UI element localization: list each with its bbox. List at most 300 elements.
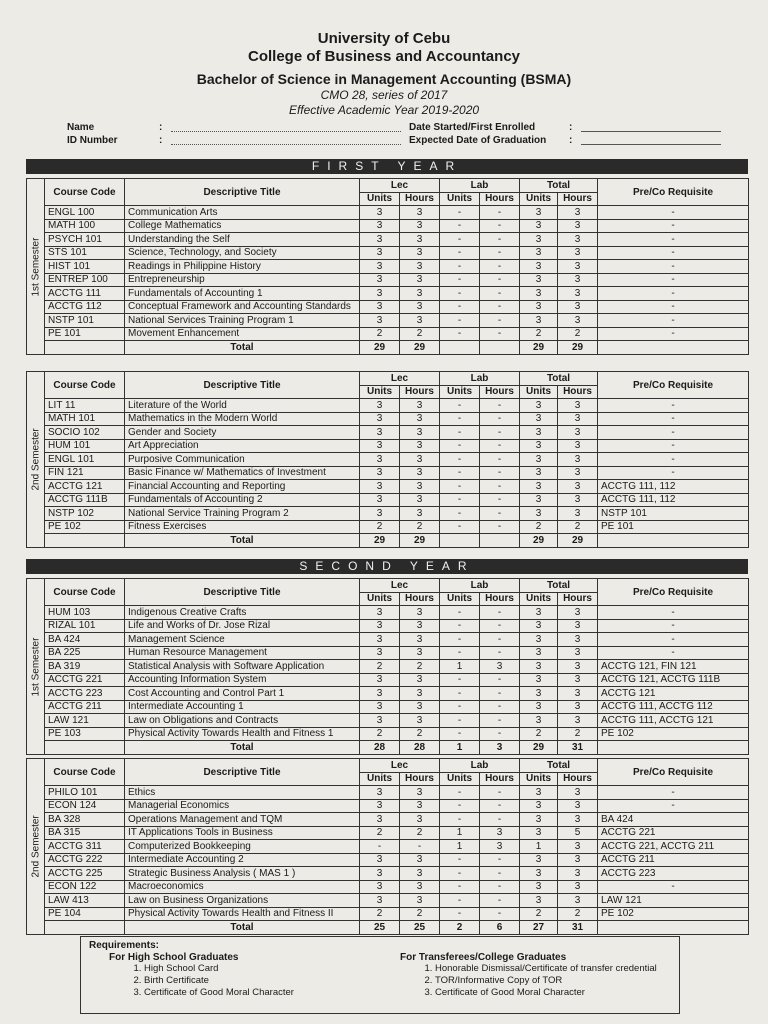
total-units: 3 [520, 700, 558, 714]
course-row [27, 273, 749, 287]
total-value: 31 [558, 921, 598, 935]
lab-hours: - [480, 260, 520, 274]
total-value [440, 341, 480, 355]
lab-hours: - [480, 287, 520, 301]
prerequisite: - [598, 273, 749, 287]
course-code: HUM 103 [45, 606, 125, 620]
lab-hours: - [480, 453, 520, 467]
course-code: ACCTG 223 [45, 687, 125, 701]
prereq-header: Pre/Co Requisite [598, 579, 749, 606]
lab-units: - [440, 907, 480, 921]
total-hours: 3 [558, 619, 598, 633]
lec-hours: 3 [400, 646, 440, 660]
total-hours: 3 [558, 233, 598, 247]
lec-units: 3 [360, 894, 400, 908]
lec-units: 3 [360, 633, 400, 647]
lec-hours: 3 [400, 426, 440, 440]
course-row [27, 799, 749, 813]
prerequisite: - [598, 206, 749, 220]
prerequisite: LAW 121 [598, 894, 749, 908]
lec-hours: 3 [400, 894, 440, 908]
hours-header: Hours [480, 772, 520, 786]
lec-hours: 2 [400, 826, 440, 840]
colon: : [569, 135, 573, 146]
course-row [27, 606, 749, 620]
course-code: BA 328 [45, 813, 125, 827]
total-value [440, 534, 480, 548]
course-title: Physical Activity Towards Health and Fitness II [125, 907, 360, 921]
lab-units: - [440, 867, 480, 881]
total-row [27, 534, 749, 548]
total-units: 3 [520, 273, 558, 287]
title-header: Descriptive Title [125, 759, 360, 786]
lab-units: - [440, 799, 480, 813]
hours-header: Hours [480, 592, 520, 606]
prerequisite: PE 102 [598, 907, 749, 921]
units-header: Units [440, 592, 480, 606]
total-label: Total [125, 741, 360, 755]
lec-units: 3 [360, 687, 400, 701]
course-title: Financial Accounting and Reporting [125, 480, 360, 494]
date-started-label: Date Started/First Enrolled [409, 122, 536, 133]
total-units: 3 [520, 314, 558, 328]
lec-hours: 3 [400, 786, 440, 800]
lab-units: - [440, 853, 480, 867]
name-label: Name [67, 122, 95, 133]
hours-header: Hours [480, 385, 520, 399]
lab-hours: - [480, 894, 520, 908]
total-header: Total [520, 179, 598, 193]
total-units: 3 [520, 493, 558, 507]
course-row [27, 786, 749, 800]
prerequisite: - [598, 633, 749, 647]
course-title: Statistical Analysis with Software Application [125, 660, 360, 674]
prerequisite: ACCTG 111, ACCTG 121 [598, 714, 749, 728]
blank-cell [598, 921, 749, 935]
lec-units: 3 [360, 246, 400, 260]
prereq-header: Pre/Co Requisite [598, 372, 749, 399]
prerequisite: PE 101 [598, 520, 749, 534]
course-title: Human Resource Management [125, 646, 360, 660]
course-title: Science, Technology, and Society [125, 246, 360, 260]
colon: : [159, 135, 163, 146]
total-units: 3 [520, 287, 558, 301]
lec-units: 3 [360, 300, 400, 314]
lab-header: Lab [440, 372, 520, 386]
total-value: 1 [440, 741, 480, 755]
total-units: 2 [520, 520, 558, 534]
prerequisite: ACCTG 121 [598, 687, 749, 701]
lab-units: - [440, 439, 480, 453]
lab-hours: - [480, 399, 520, 413]
lab-hours: - [480, 646, 520, 660]
lec-units: 2 [360, 907, 400, 921]
lec-hours: 3 [400, 507, 440, 521]
lec-units: 3 [360, 673, 400, 687]
total-hours: 3 [558, 480, 598, 494]
prerequisite: - [598, 327, 749, 341]
course-code: ENGL 101 [45, 453, 125, 467]
units-header: Units [520, 385, 558, 399]
prerequisite: ACCTG 111, ACCTG 112 [598, 700, 749, 714]
total-units: 3 [520, 714, 558, 728]
lab-units: - [440, 399, 480, 413]
total-units: 3 [520, 453, 558, 467]
lec-hours: - [400, 840, 440, 854]
total-hours: 3 [558, 314, 598, 328]
lec-units: 3 [360, 206, 400, 220]
total-hours: 2 [558, 520, 598, 534]
lec-hours: 3 [400, 260, 440, 274]
total-value [480, 341, 520, 355]
lab-units: - [440, 880, 480, 894]
course-code: PE 104 [45, 907, 125, 921]
semester-table [26, 178, 749, 355]
total-value: 29 [520, 741, 558, 755]
prerequisite: ACCTG 221 [598, 826, 749, 840]
lec-units: 3 [360, 606, 400, 620]
lab-units: - [440, 786, 480, 800]
course-row [27, 399, 749, 413]
lab-hours: - [480, 619, 520, 633]
lec-units: 3 [360, 493, 400, 507]
prerequisite: - [598, 219, 749, 233]
lec-units: 3 [360, 219, 400, 233]
units-header: Units [440, 385, 480, 399]
course-title: Readings in Philippine History [125, 260, 360, 274]
units-header: Units [520, 772, 558, 786]
lab-hours: - [480, 880, 520, 894]
lab-units: - [440, 619, 480, 633]
lec-hours: 3 [400, 813, 440, 827]
course-code-header: Course Code [45, 372, 125, 399]
total-value: 29 [360, 534, 400, 548]
colon: : [159, 122, 163, 133]
lec-hours: 3 [400, 273, 440, 287]
lec-hours: 3 [400, 619, 440, 633]
course-code: NSTP 102 [45, 507, 125, 521]
lab-units: - [440, 287, 480, 301]
total-label: Total [125, 534, 360, 548]
student-info [67, 121, 727, 147]
lec-hours: 3 [400, 412, 440, 426]
lec-units: 3 [360, 714, 400, 728]
course-code: HIST 101 [45, 260, 125, 274]
course-title: Communication Arts [125, 206, 360, 220]
course-code: BA 424 [45, 633, 125, 647]
course-code: BA 319 [45, 660, 125, 674]
lec-header: Lec [360, 179, 440, 193]
lab-units: - [440, 314, 480, 328]
lec-units: 2 [360, 520, 400, 534]
lec-hours: 3 [400, 493, 440, 507]
total-hours: 3 [558, 687, 598, 701]
prerequisite: - [598, 880, 749, 894]
prerequisite: ACCTG 121, ACCTG 111B [598, 673, 749, 687]
id-label: ID Number [67, 135, 118, 146]
total-label: Total [125, 921, 360, 935]
course-row [27, 287, 749, 301]
total-units: 3 [520, 412, 558, 426]
total-hours: 3 [558, 700, 598, 714]
total-row [27, 921, 749, 935]
lec-hours: 3 [400, 867, 440, 881]
course-row [27, 520, 749, 534]
course-row [27, 233, 749, 247]
lec-units: 3 [360, 867, 400, 881]
lec-hours: 3 [400, 439, 440, 453]
lab-units: 1 [440, 826, 480, 840]
total-units: 3 [520, 619, 558, 633]
total-value: 6 [480, 921, 520, 935]
course-row [27, 507, 749, 521]
course-code: FIN 121 [45, 466, 125, 480]
course-title: Law on Business Organizations [125, 894, 360, 908]
course-title: College Mathematics [125, 219, 360, 233]
prerequisite: - [598, 453, 749, 467]
lec-units: 3 [360, 646, 400, 660]
blank-cell [45, 741, 125, 755]
course-code: LAW 413 [45, 894, 125, 908]
total-units: 3 [520, 687, 558, 701]
lec-header: Lec [360, 579, 440, 593]
course-row [27, 412, 749, 426]
total-units: 3 [520, 853, 558, 867]
lec-header: Lec [360, 372, 440, 386]
units-header: Units [440, 772, 480, 786]
total-units: 3 [520, 606, 558, 620]
prerequisite: - [598, 799, 749, 813]
lec-hours: 3 [400, 799, 440, 813]
effective-year: Effective Academic Year 2019-2020 [288, 103, 480, 117]
transferee-requirements-title: For Transferees/College Graduates [400, 952, 567, 963]
hours-header: Hours [400, 592, 440, 606]
total-hours: 3 [558, 273, 598, 287]
course-title: Purposive Communication [125, 453, 360, 467]
lec-hours: 3 [400, 246, 440, 260]
blank-cell [45, 341, 125, 355]
total-units: 1 [520, 840, 558, 854]
course-title: Strategic Business Analysis ( MAS 1 ) [125, 867, 360, 881]
lab-units: - [440, 493, 480, 507]
total-hours: 3 [558, 894, 598, 908]
course-row [27, 619, 749, 633]
course-title: Life and Works of Dr. Jose Rizal [125, 619, 360, 633]
requirements-box [80, 936, 680, 1014]
course-code: LAW 121 [45, 714, 125, 728]
total-value: 29 [520, 341, 558, 355]
colon: : [569, 122, 573, 133]
lec-hours: 2 [400, 327, 440, 341]
total-units: 3 [520, 480, 558, 494]
total-hours: 3 [558, 813, 598, 827]
course-title: National Services Training Program 1 [125, 314, 360, 328]
prerequisite: - [598, 399, 749, 413]
requirement-item: 1. Honorable Dismissal/Certificate of transfer credential [435, 963, 671, 975]
course-code: ACCTG 112 [45, 300, 125, 314]
total-value: 29 [400, 341, 440, 355]
course-row [27, 907, 749, 921]
course-title: Managerial Economics [125, 799, 360, 813]
lec-units: 3 [360, 880, 400, 894]
lec-hours: 3 [400, 233, 440, 247]
prerequisite: - [598, 233, 749, 247]
lab-units: - [440, 687, 480, 701]
course-title: Computerized Bookkeeping [125, 840, 360, 854]
hs-requirements-title: For High School Graduates [109, 952, 239, 963]
course-row [27, 894, 749, 908]
blank-cell [598, 341, 749, 355]
college-name: College of Business and Accountancy [248, 48, 520, 65]
lec-units: 3 [360, 799, 400, 813]
total-units: 3 [520, 507, 558, 521]
total-hours: 3 [558, 633, 598, 647]
total-hours: 3 [558, 399, 598, 413]
lec-units: 3 [360, 700, 400, 714]
total-hours: 3 [558, 219, 598, 233]
lec-hours: 3 [400, 673, 440, 687]
lec-units: 3 [360, 233, 400, 247]
total-value: 27 [520, 921, 558, 935]
prerequisite: NSTP 101 [598, 507, 749, 521]
lab-units: - [440, 606, 480, 620]
course-code: ACCTG 111 [45, 287, 125, 301]
lab-units: 1 [440, 840, 480, 854]
blank-cell [598, 534, 749, 548]
course-row [27, 453, 749, 467]
course-row [27, 840, 749, 854]
course-row [27, 813, 749, 827]
lab-units: - [440, 273, 480, 287]
hours-header: Hours [558, 385, 598, 399]
lec-units: 3 [360, 466, 400, 480]
course-title: Fitness Exercises [125, 520, 360, 534]
lab-units: - [440, 426, 480, 440]
year-header: FIRST YEAR [26, 159, 748, 174]
total-header: Total [520, 579, 598, 593]
hours-header: Hours [558, 192, 598, 206]
course-title: Art Appreciation [125, 439, 360, 453]
lab-units: - [440, 453, 480, 467]
lab-units: - [440, 520, 480, 534]
prerequisite: PE 102 [598, 727, 749, 741]
course-row [27, 206, 749, 220]
course-row [27, 714, 749, 728]
total-units: 3 [520, 439, 558, 453]
course-title: Entrepreneurship [125, 273, 360, 287]
course-code-header: Course Code [45, 179, 125, 206]
lab-hours: - [480, 687, 520, 701]
total-units: 2 [520, 727, 558, 741]
id-field[interactable] [171, 136, 401, 145]
lab-hours: - [480, 439, 520, 453]
prerequisite: ACCTG 221, ACCTG 211 [598, 840, 749, 854]
lec-units: 3 [360, 260, 400, 274]
total-hours: 3 [558, 507, 598, 521]
lab-units: - [440, 260, 480, 274]
course-code: PE 101 [45, 327, 125, 341]
lab-units: - [440, 633, 480, 647]
lab-units: - [440, 507, 480, 521]
lec-hours: 3 [400, 880, 440, 894]
course-code: ACCTG 211 [45, 700, 125, 714]
prerequisite: ACCTG 223 [598, 867, 749, 881]
course-code: STS 101 [45, 246, 125, 260]
course-title: Intermediate Accounting 1 [125, 700, 360, 714]
name-field[interactable] [171, 123, 401, 132]
course-code: NSTP 101 [45, 314, 125, 328]
course-title: Gender and Society [125, 426, 360, 440]
date-started-field[interactable] [581, 123, 721, 132]
course-row [27, 646, 749, 660]
total-units: 3 [520, 826, 558, 840]
lec-hours: 3 [400, 700, 440, 714]
total-hours: 3 [558, 453, 598, 467]
total-units: 3 [520, 466, 558, 480]
expected-grad-label: Expected Date of Graduation [409, 135, 547, 146]
lec-units: 3 [360, 786, 400, 800]
lab-hours: - [480, 466, 520, 480]
total-hours: 3 [558, 880, 598, 894]
lab-units: - [440, 412, 480, 426]
course-code: PE 102 [45, 520, 125, 534]
semester-label: 2nd Semester [27, 759, 45, 935]
lab-hours: - [480, 700, 520, 714]
total-header: Total [520, 372, 598, 386]
total-units: 3 [520, 246, 558, 260]
hours-header: Hours [558, 772, 598, 786]
cmo-line: CMO 28, series of 2017 [320, 88, 448, 102]
total-hours: 3 [558, 300, 598, 314]
expected-grad-field[interactable] [581, 136, 721, 145]
program-title: Bachelor of Science in Management Accounting (BSMA) [196, 71, 572, 87]
lec-units: 2 [360, 826, 400, 840]
total-value: 29 [520, 534, 558, 548]
course-code: PSYCH 101 [45, 233, 125, 247]
total-units: 3 [520, 426, 558, 440]
lec-units: 2 [360, 660, 400, 674]
course-row [27, 480, 749, 494]
lab-units: - [440, 646, 480, 660]
course-row [27, 660, 749, 674]
lec-hours: 3 [400, 714, 440, 728]
course-row [27, 300, 749, 314]
total-hours: 3 [558, 660, 598, 674]
lab-units: - [440, 813, 480, 827]
lab-hours: - [480, 246, 520, 260]
course-row [27, 633, 749, 647]
lab-hours: - [480, 507, 520, 521]
lab-hours: - [480, 426, 520, 440]
course-row [27, 327, 749, 341]
course-row [27, 700, 749, 714]
course-row [27, 853, 749, 867]
lec-units: 3 [360, 453, 400, 467]
lec-hours: 3 [400, 300, 440, 314]
course-title: Basic Finance w/ Mathematics of Investment [125, 466, 360, 480]
lec-hours: 3 [400, 633, 440, 647]
title-header: Descriptive Title [125, 179, 360, 206]
total-row [27, 741, 749, 755]
course-title: Physical Activity Towards Health and Fitness 1 [125, 727, 360, 741]
course-code-header: Course Code [45, 579, 125, 606]
prerequisite: - [598, 606, 749, 620]
blank-cell [598, 741, 749, 755]
total-hours: 3 [558, 260, 598, 274]
total-value: 2 [440, 921, 480, 935]
hours-header: Hours [400, 192, 440, 206]
total-hours: 2 [558, 907, 598, 921]
